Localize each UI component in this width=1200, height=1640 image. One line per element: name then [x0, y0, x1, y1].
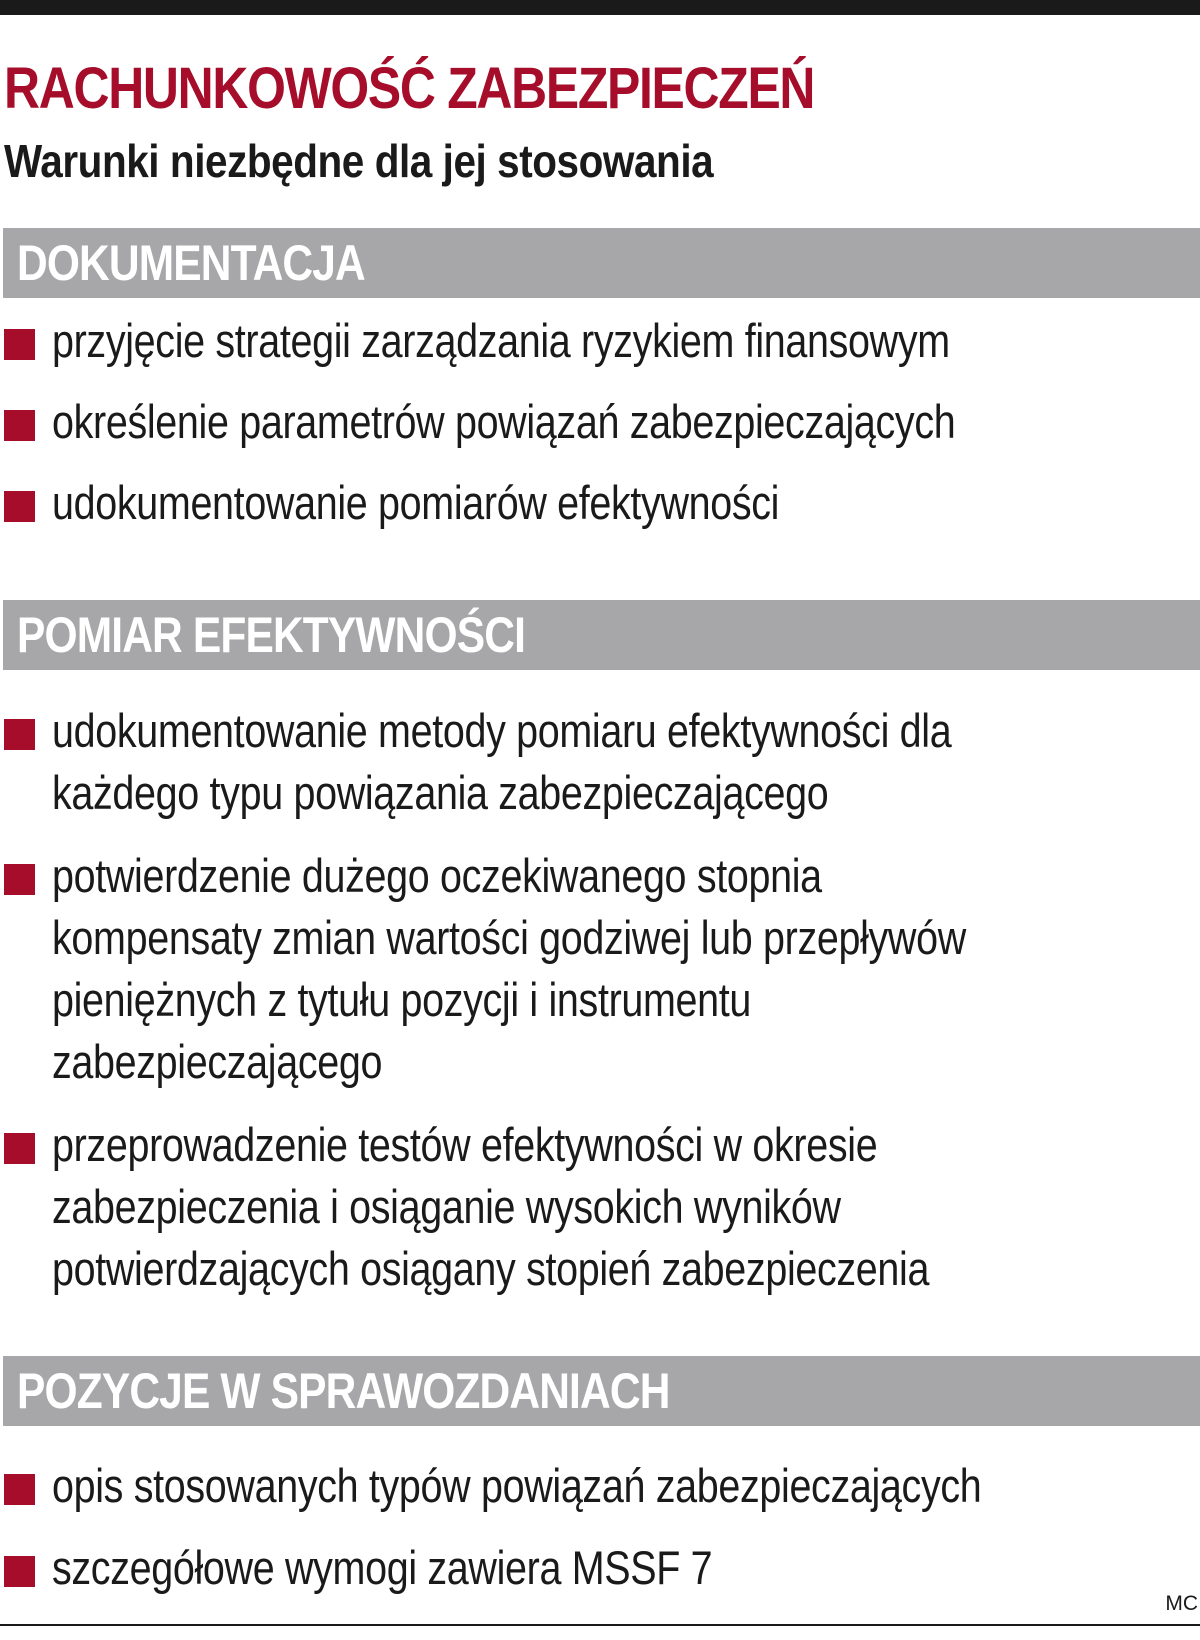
square-bullet-icon [4, 1474, 35, 1505]
author-credit: MC [1165, 1592, 1198, 1615]
list-item [0, 472, 1200, 534]
list-item [0, 1455, 1200, 1517]
list-item-line: zabezpieczającego [52, 1035, 383, 1088]
square-bullet-icon [4, 1556, 35, 1587]
section-heading: POMIAR EFEKTYWNOŚCI [17, 607, 526, 663]
list-item-line: zabezpieczenia i osiąganie wysokich wyników [52, 1180, 841, 1233]
section-header-pozycje-w-sprawozdaniach [3, 1356, 1200, 1426]
list-item [0, 310, 1200, 372]
section-heading: POZYCJE W SPRAWOZDANIACH [17, 1363, 670, 1419]
section-list-pozycje-w-sprawozdaniach [0, 1455, 1200, 1599]
list-item-line: szczegółowe wymogi zawiera MSSF 7 [52, 1541, 713, 1594]
page-subtitle: Warunki niezbędne dla jej stosowania [4, 135, 714, 187]
section-header-dokumentacja [3, 228, 1200, 298]
section-list-pomiar-efektywnosci [0, 700, 1200, 1300]
list-item-line: potwierdzających osiągany stopień zabezpieczenia [52, 1242, 930, 1295]
square-bullet-icon [4, 410, 35, 441]
top-rule [0, 0, 1200, 15]
list-item [0, 1537, 1200, 1599]
square-bullet-icon [4, 864, 35, 895]
section-heading: DOKUMENTACJA [17, 235, 365, 291]
list-item-line: przyjęcie strategii zarządzania ryzykiem finansowym [52, 314, 950, 367]
list-item-line: pieniężnych z tytułu pozycji i instrumentu [52, 973, 752, 1026]
square-bullet-icon [4, 329, 35, 360]
list-item-line: określenie parametrów powiązań zabezpieczających [52, 395, 956, 448]
square-bullet-icon [4, 1133, 35, 1164]
list-item [0, 391, 1200, 453]
list-item-line: każdego typu powiązania zabezpieczającego [52, 766, 829, 819]
square-bullet-icon [4, 491, 35, 522]
list-item [0, 845, 1200, 1093]
page-title: RACHUNKOWOŚĆ ZABEZPIECZEŃ [4, 56, 815, 121]
section-header-pomiar-efektywnosci [3, 600, 1200, 670]
bottom-rule [0, 1624, 1200, 1626]
list-item-line: udokumentowanie pomiarów efektywności [52, 476, 780, 529]
section-list-dokumentacja [0, 310, 1200, 534]
list-item [0, 1114, 1200, 1300]
list-item-line: potwierdzenie dużego oczekiwanego stopnia [52, 849, 822, 902]
list-item-line: opis stosowanych typów powiązań zabezpieczających [52, 1459, 982, 1512]
square-bullet-icon [4, 719, 35, 750]
list-item-line: przeprowadzenie testów efektywności w okresie [52, 1118, 878, 1171]
list-item [0, 700, 1200, 824]
list-item-line: udokumentowanie metody pomiaru efektywności dla [52, 704, 952, 757]
list-item-line: kompensaty zmian wartości godziwej lub przepływów [52, 911, 966, 964]
